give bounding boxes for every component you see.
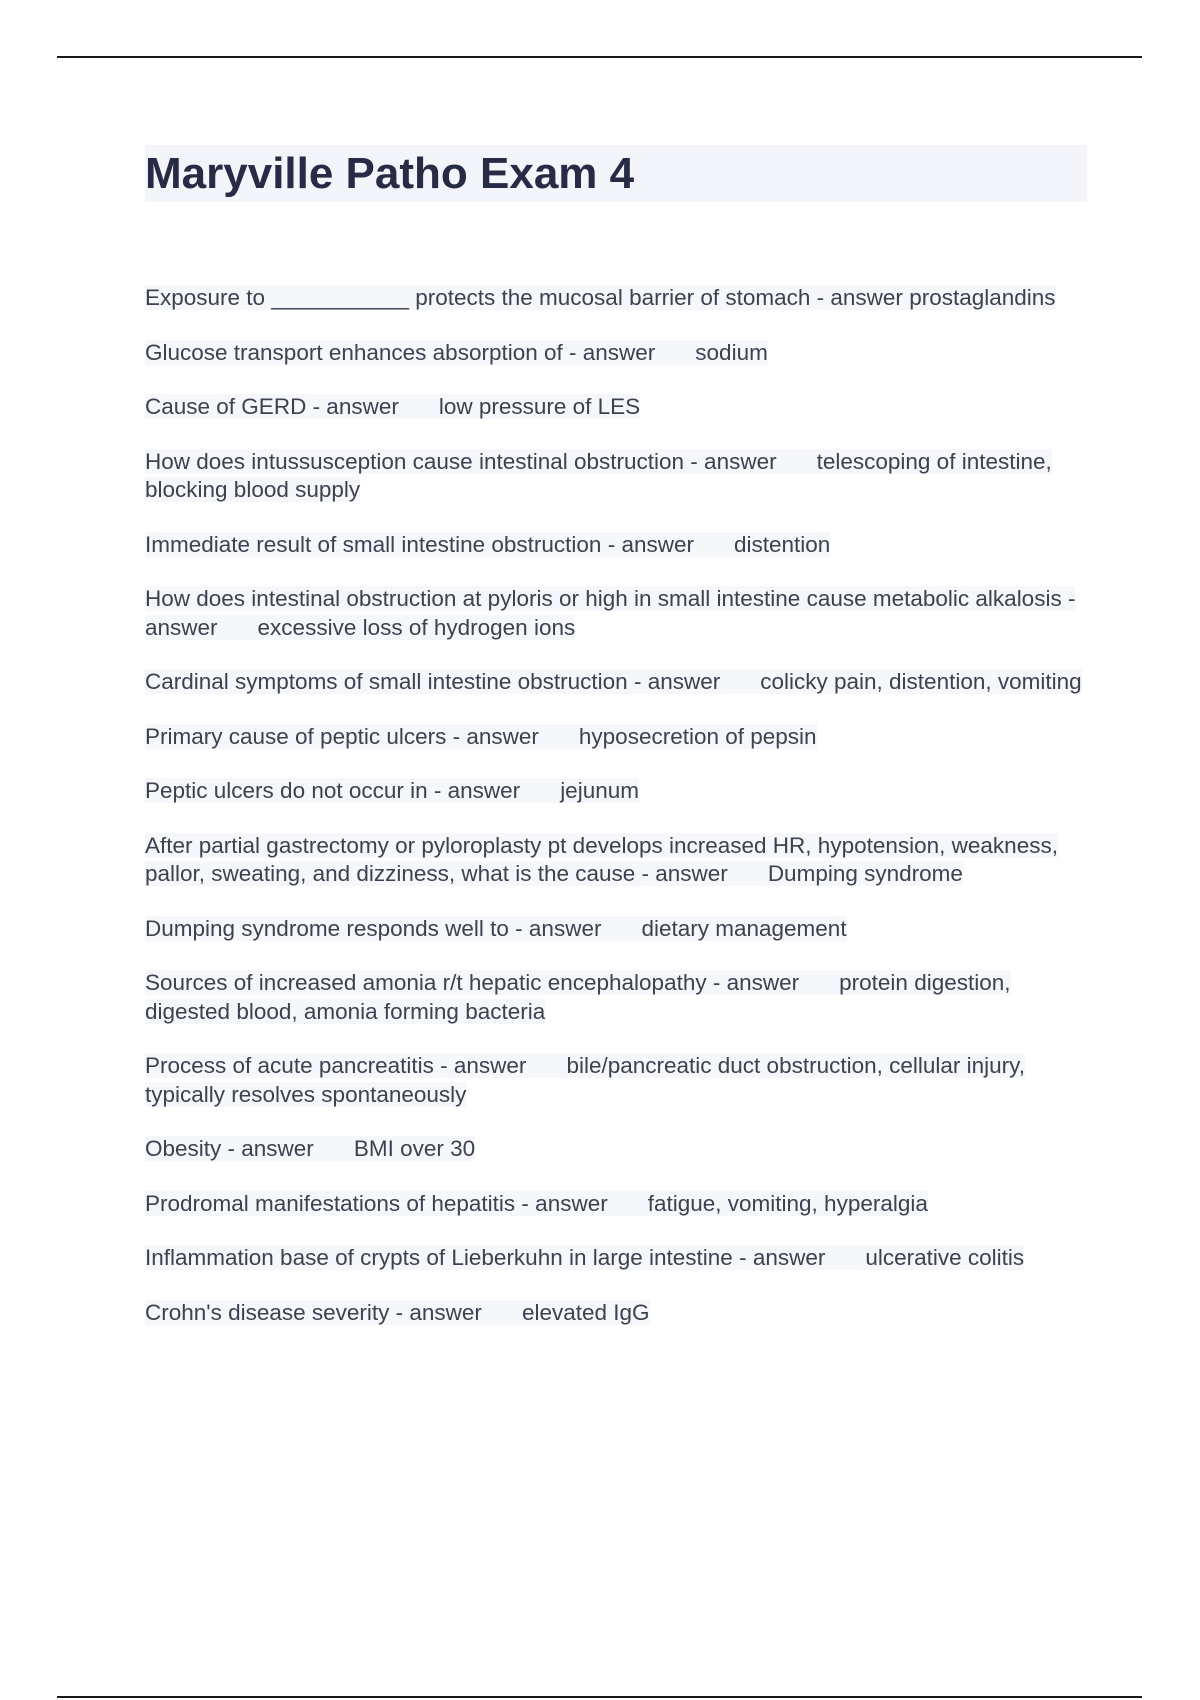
qa-item <box>145 1052 1095 1109</box>
question-text: Process of acute pancreatitis - answer <box>145 1053 527 1078</box>
qa-item <box>145 1190 1095 1219</box>
answer-text: telescoping of intestine, blocking blood supply <box>145 448 1052 502</box>
answer-text: low pressure of LES <box>438 394 641 419</box>
answer-text: Dumping syndrome <box>767 861 963 886</box>
document-title: Maryville Patho Exam 4 <box>145 149 635 198</box>
question-text: Primary cause of peptic ulcers - answer <box>145 723 539 749</box>
answer-text: colicky pain, distention, vomiting <box>760 669 1082 694</box>
qa-item <box>145 448 1095 505</box>
answer-text: bile/pancreatic duct obstruction, cellular injury, typically resolves spontaneously <box>145 1053 1025 1107</box>
answer-text: hyposecretion of pepsin <box>578 723 817 749</box>
answer-text: ulcerative colitis <box>865 1245 1025 1270</box>
answer-text: protein digestion, digested blood, amonia forming bacteria <box>145 970 1011 1024</box>
question-text: Sources of increased amonia r/t hepatic encephalopathy - answer <box>145 970 800 995</box>
answer-text: BMI over 30 <box>353 1136 476 1161</box>
question-text: Dumping syndrome responds well to - answer <box>145 915 602 941</box>
answer-text: distention <box>733 531 831 557</box>
question-text: Exposure to ___________ protects the mucosal barrier of stomach - answer <box>145 285 903 310</box>
question-text: Inflammation base of crypts of Lieberkuhn in large intestine - answer <box>145 1245 826 1270</box>
footer-rule <box>57 1696 1142 1698</box>
question-text: Crohn's disease severity - answer <box>145 1299 482 1325</box>
qa-item <box>145 832 1095 889</box>
question-text: Immediate result of small intestine obstruction - answer <box>145 531 694 557</box>
question-text: How does intestinal obstruction at pyloris or high in small intestine cause metabolic alkalosis - answer <box>145 586 1076 640</box>
qa-item <box>145 1244 1095 1273</box>
answer-text: prostaglandins <box>909 285 1056 310</box>
answer-text: fatigue, vomiting, hyperalgia <box>647 1190 928 1216</box>
qa-item <box>145 969 1095 1026</box>
qa-item <box>145 1299 1095 1328</box>
answer-text: sodium <box>695 339 768 365</box>
qa-item <box>145 723 1095 752</box>
qa-item <box>145 339 1095 368</box>
question-text: How does intussusception cause intestinal obstruction - answer <box>145 448 777 474</box>
question-text: After partial gastrectomy or pyloroplasty pt develops increased HR, hypotension, weakness, pallor, sweating, and dizziness, what is the cause - answer <box>145 832 1058 886</box>
qa-item <box>145 777 1095 806</box>
qa-item <box>145 915 1095 944</box>
answer-text: elevated IgG <box>521 1299 650 1325</box>
qa-item <box>145 668 1095 697</box>
question-text: Prodromal manifestations of hepatitis - answer <box>145 1190 608 1216</box>
qa-item <box>145 585 1095 642</box>
answer-text: jejunum <box>560 778 639 803</box>
question-text: Peptic ulcers do not occur in - answer <box>145 778 521 803</box>
qa-list <box>145 284 1095 1353</box>
answer-text: excessive loss of hydrogen ions <box>257 614 576 640</box>
qa-item <box>145 284 1095 313</box>
answer-text: dietary management <box>641 915 847 941</box>
qa-item <box>145 1135 1095 1164</box>
question-text: Glucose transport enhances absorption of - answer <box>145 339 656 365</box>
qa-item <box>145 393 1095 422</box>
header-rule <box>57 56 1142 58</box>
question-text: Obesity - answer <box>145 1136 314 1161</box>
qa-item <box>145 531 1095 560</box>
question-text: Cardinal symptoms of small intestine obstruction - answer <box>145 669 721 694</box>
question-text: Cause of GERD - answer <box>145 394 399 419</box>
